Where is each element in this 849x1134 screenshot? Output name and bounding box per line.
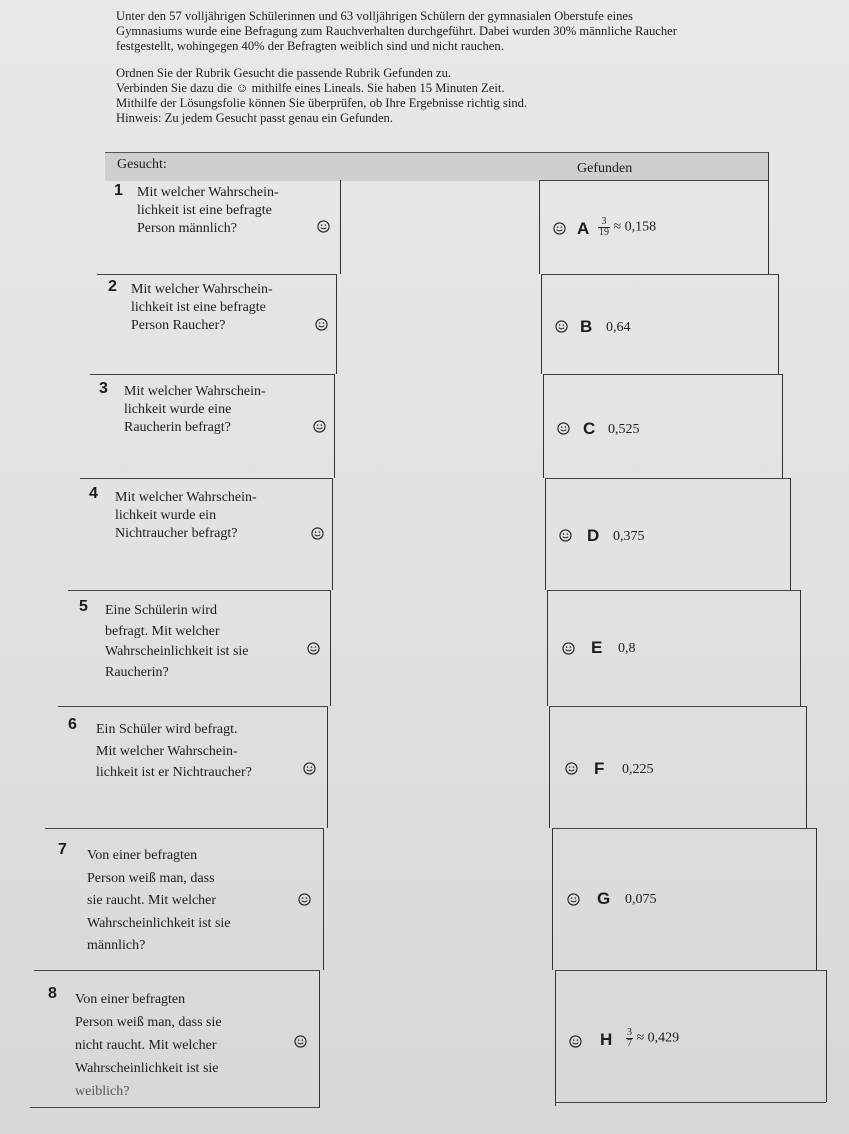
answer-value: 0,075 [625,892,657,907]
smiley-icon[interactable] [298,893,311,906]
row-divider [539,180,768,181]
right-table-edge [790,478,791,590]
row-divider [543,374,782,375]
question-number: 3 [99,380,108,397]
smiley-icon[interactable] [562,642,575,655]
smiley-icon[interactable] [569,1035,582,1048]
answer-letter: D [587,526,600,545]
header-gefunden: Gefunden [577,161,633,176]
row-divider [30,1107,320,1108]
row-divider [555,970,826,971]
right-table-edge [800,590,801,706]
right-table-edge [768,152,769,274]
question-number: 5 [79,598,88,615]
question-text: Eine Schülerin wird befragt. Mit welcher Wahrscheinlichkeit ist sie Raucherin? [105,603,249,680]
right-column-divider [539,180,540,274]
table-header [105,152,768,181]
left-column-divider [336,274,337,374]
answer-letter: F [594,759,605,778]
smiley-icon[interactable] [559,529,572,542]
instruction-line: Verbinden Sie dazu die ☺ mithilfe eines Lineals. Sie haben 15 Minuten Zeit. [116,81,505,95]
left-column-divider [319,970,320,1108]
question-text: Ein Schüler wird befragt. Mit welcher Wahrschein- lichkeit ist er Nichtraucher? [96,722,252,780]
row-divider [552,828,816,829]
right-column-divider [547,590,548,706]
smiley-icon[interactable] [557,422,570,435]
answer-letter: B [580,317,593,336]
row-divider [34,970,320,971]
right-column-divider [549,706,550,828]
right-column-divider [543,374,544,478]
row-divider [68,590,331,591]
right-column-divider [552,828,553,970]
answer-value: 0,525 [608,422,640,437]
row-divider [80,478,333,479]
hint-line: Hinweis: Zu jedem Gesucht passt genau ein Gefunden. [116,111,393,125]
left-column-divider [327,706,328,828]
right-column-divider [541,274,542,374]
answer-value: 0,64 [606,320,631,335]
answer-letter: E [591,638,603,657]
right-table-edge [782,374,783,478]
smiley-icon[interactable] [315,318,328,331]
intro-line: festgestellt, wohingegen 40% der Befragten weiblich sind und nicht rauchen. [116,39,504,53]
row-divider [547,590,800,591]
row-divider [549,706,806,707]
question-text: Mit welcher Wahrschein- lichkeit wurde eine Raucherin befragt? [124,384,266,435]
row-divider [541,274,778,275]
smiley-icon[interactable] [303,762,316,775]
answer-value: 0,225 [622,762,654,777]
question-number: 8 [48,985,57,1002]
smiley-icon[interactable] [294,1035,307,1048]
answer-value: $\frac{3}{7}$ ≈ 0,429 [627,1027,680,1049]
question-text: Mit welcher Wahrschein- lichkeit wurde ein Nichtraucher befragt? [115,490,257,541]
header-gesucht: Gesucht: [117,157,167,172]
smiley-icon[interactable] [553,222,566,235]
row-divider [58,706,328,707]
answer-value: $\frac{3}{19}$ ≈ 0,158 [599,216,657,238]
smiley-icon[interactable] [313,420,326,433]
question-text: Von einer befragten Person weiß man, dass sie nicht raucht. Mit welcher Wahrscheinlichkeit ist sie weiblich? [75,992,222,1099]
smiley-icon[interactable] [311,527,324,540]
right-column-divider [555,970,556,1106]
smiley-icon[interactable] [317,220,330,233]
left-column-divider [332,478,333,590]
right-table-edge [778,274,779,374]
row-divider [555,1102,826,1103]
question-text: Mit welcher Wahrschein- lichkeit ist eine befragte Person Raucher? [131,282,273,333]
question-text: Mit welcher Wahrschein- lichkeit ist eine befragte Person männlich? [137,185,279,236]
question-number: 1 [114,182,123,199]
answer-letter: H [600,1030,613,1049]
answer-value: 0,375 [613,529,645,544]
right-table-edge [806,706,807,828]
smiley-icon[interactable] [307,642,320,655]
right-table-edge [826,970,827,1102]
question-number: 7 [58,841,67,858]
answer-value: 0,8 [618,641,636,656]
smiley-icon[interactable] [567,893,580,906]
answer-letter: G [597,889,611,908]
question-number: 2 [108,278,117,295]
left-column-divider [330,590,331,706]
instruction-line: Ordnen Sie der Rubrik Gesucht die passende Rubrik Gefunden zu. [116,66,452,80]
smiley-icon[interactable] [555,320,568,333]
question-number: 6 [68,716,77,733]
question-number: 4 [89,485,98,502]
left-column-divider [334,374,335,478]
instruction-line: Mithilfe der Lösungsfolie können Sie überprüfen, ob Ihre Ergebnisse richtig sind. [116,96,528,110]
left-column-divider [323,828,324,970]
question-text: Von einer befragten Person weiß man, dass sie raucht. Mit welcher Wahrscheinlichkeit ist sie männlich? [87,848,231,953]
answer-letter: C [583,419,596,438]
row-divider [90,374,335,375]
right-table-edge [816,828,817,970]
intro-line: Unter den 57 volljährigen Schülerinnen und 63 volljährigen Schülern der gymnasialen Oberstufe eines [116,9,633,23]
row-divider [97,274,337,275]
left-column-divider [340,180,341,274]
right-column-divider [545,478,546,590]
row-divider [45,828,324,829]
row-divider [545,478,790,479]
intro-line: Gymnasiums wurde eine Befragung zum Rauchverhalten durchgeführt. Dabei wurden 30% männliche Raucher [116,24,677,38]
smiley-icon[interactable] [565,762,578,775]
answer-letter: A [577,219,590,238]
